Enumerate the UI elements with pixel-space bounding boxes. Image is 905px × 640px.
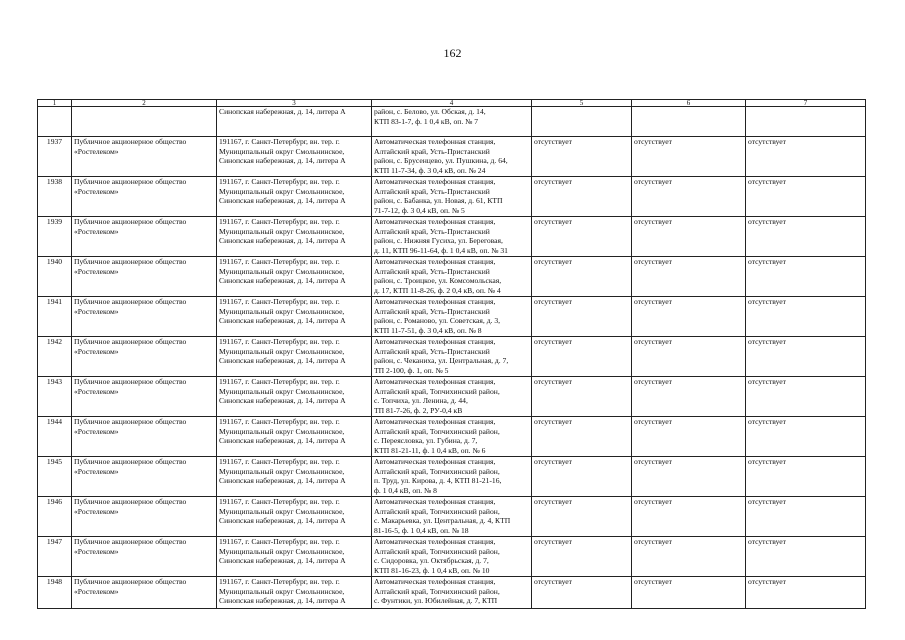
column-header: 4: [372, 100, 532, 107]
col5-value: отсутствует: [532, 257, 632, 297]
object-location-line: Алтайский край, Усть-Пристанский: [374, 266, 490, 276]
object-location-line: Алтайский край, Усть-Пристанский: [374, 346, 490, 356]
owner-address-line: 191167, г. Санкт-Петербург, вн. тер. г.: [219, 457, 340, 466]
col6-value: [632, 107, 746, 137]
col5-value: отсутствует: [532, 417, 632, 457]
col6-value: отсутствует: [632, 177, 746, 217]
object-location-line: д. 17, КТП 11-8-26, ф. 2 0,4 кВ, оп. № 4: [374, 285, 501, 295]
owner-name: [72, 257, 217, 297]
owner-address-line: Муниципальный округ Смольнинское,: [219, 466, 345, 476]
object-location-line: с. Топчиха, ул. Ленина, д. 44,: [374, 396, 468, 406]
owner-address-line: Синопская набережная, д. 14, литера А: [219, 236, 346, 246]
owner-address: [217, 537, 372, 577]
col5-value: отсутствует: [532, 497, 632, 537]
owner-address: [217, 297, 372, 337]
owner-name-line: «Ростелеком»: [74, 586, 119, 596]
owner-address-line: 191167, г. Санкт-Петербург, вн. тер. г.: [219, 417, 340, 426]
object-location: [372, 177, 532, 217]
object-location-line: Алтайский край, Топчихинский район,: [374, 546, 500, 556]
object-location: [372, 137, 532, 177]
object-location-line: Автоматическая телефонная станция,: [374, 137, 496, 146]
owner-name-line: Публичное акционерное общество: [74, 377, 187, 386]
owner-name-line: «Ростелеком»: [74, 546, 119, 556]
column-header: 1: [38, 100, 72, 107]
object-location-line: Алтайский край, Топчихинский район,: [374, 466, 500, 476]
owner-address-line: Муниципальный округ Смольнинское,: [219, 586, 345, 596]
owner-name: [72, 107, 217, 137]
object-location: [372, 497, 532, 537]
row-number: 1945: [38, 457, 72, 497]
owner-address: [217, 377, 372, 417]
col7-value: отсутствует: [746, 457, 866, 497]
object-location-line: Алтайский край, Усть-Пристанский: [374, 186, 490, 196]
col6-value: отсутствует: [632, 457, 746, 497]
owner-name-line: «Ростелеком»: [74, 186, 119, 196]
col7-value: отсутствует: [746, 377, 866, 417]
owner-address-line: 191167, г. Санкт-Петербург, вн. тер. г.: [219, 137, 340, 146]
object-location-line: Алтайский край, Топчихинский район,: [374, 586, 500, 596]
col6-value: отсутствует: [632, 217, 746, 257]
col5-value: [532, 107, 632, 137]
owner-name-line: «Ростелеком»: [74, 146, 119, 156]
owner-address-line: Синопская набережная, д. 14, литера А: [219, 396, 346, 406]
object-location-line: Алтайский край, Усть-Пристанский: [374, 226, 490, 236]
owner-name-line: Публичное акционерное общество: [74, 177, 187, 186]
table-row: [38, 577, 866, 609]
object-location-line: ТП 2-100, ф. 1, оп. № 5: [374, 365, 449, 375]
owner-name-line: Публичное акционерное общество: [74, 457, 187, 466]
object-location: [372, 577, 532, 609]
owner-name: [72, 217, 217, 257]
owner-name-line: Публичное акционерное общество: [74, 217, 187, 226]
continuation-row: [38, 107, 866, 137]
row-number: 1942: [38, 337, 72, 377]
row-number: 1941: [38, 297, 72, 337]
object-location-line: КТП 81-16-23, ф. 1 0,4 кВ, оп. № 10: [374, 565, 490, 575]
owner-name: [72, 177, 217, 217]
object-location-line: ТП 81-7-26, ф. 2, РУ-0,4 кВ: [374, 405, 463, 415]
table-row: [38, 337, 866, 377]
object-location-line: Алтайский край, Топчихинский район,: [374, 386, 500, 396]
object-location-line: Алтайский край, Топчихинский район,: [374, 506, 500, 516]
col6-value: отсутствует: [632, 577, 746, 609]
object-location-line: район, с. Троицкое, ул. Комсомольская,: [374, 276, 502, 286]
object-location-line: район, с. Нижняя Гусиха, ул. Береговая,: [374, 236, 503, 246]
owner-address: [217, 257, 372, 297]
owner-address-line: Муниципальный округ Смольнинское,: [219, 346, 345, 356]
owner-name-line: Публичное акционерное общество: [74, 417, 187, 426]
table-row: [38, 137, 866, 177]
object-location: [372, 537, 532, 577]
col7-value: отсутствует: [746, 497, 866, 537]
object-location-line: Автоматическая телефонная станция,: [374, 497, 496, 506]
col6-value: отсутствует: [632, 137, 746, 177]
col5-value: отсутствует: [532, 177, 632, 217]
owner-address-line: Муниципальный округ Смольнинское,: [219, 506, 345, 516]
col5-value: отсутствует: [532, 137, 632, 177]
object-location-line: Автоматическая телефонная станция,: [374, 217, 496, 226]
owner-name-line: Публичное акционерное общество: [74, 537, 187, 546]
object-location-line: Автоматическая телефонная станция,: [374, 257, 496, 266]
col7-value: отсутствует: [746, 417, 866, 457]
table-row: [38, 417, 866, 457]
object-location-line: с. Сидоровка, ул. Октябрьская, д. 7,: [374, 556, 489, 566]
owner-address-line: Синопская набережная, д. 14, литера А: [219, 156, 346, 166]
table-row: [38, 257, 866, 297]
col6-value: отсутствует: [632, 377, 746, 417]
object-location-line: Автоматическая телефонная станция,: [374, 417, 496, 426]
owner-address-line: Синопская набережная, д. 14, литера А: [219, 356, 346, 366]
object-location-line: Автоматическая телефонная станция,: [374, 537, 496, 546]
owner-name: [72, 297, 217, 337]
owner-address-line: Муниципальный округ Смольнинское,: [219, 426, 345, 436]
row-number: 1944: [38, 417, 72, 457]
table-row: [38, 297, 866, 337]
object-location-line: д. 11, КТП 96-11-64, ф. 1 0,4 кВ, оп. № 31: [374, 245, 508, 255]
object-location-line: Алтайский край, Усть-Пристанский: [374, 146, 490, 156]
col6-value: отсутствует: [632, 297, 746, 337]
object-location-line: с. Фунтики, ул. Юбилейная, д. 7, КТП: [374, 596, 498, 606]
owner-address: [217, 497, 372, 537]
col7-value: отсутствует: [746, 537, 866, 577]
table-row: [38, 457, 866, 497]
owner-name: [72, 577, 217, 609]
owner-name-line: Публичное акционерное общество: [74, 497, 187, 506]
owner-name-line: Публичное акционерное общество: [74, 577, 187, 586]
object-location-line: район, с. Брусенцево, ул. Пушкина, д. 64,: [374, 156, 508, 166]
owner-address-line: 191167, г. Санкт-Петербург, вн. тер. г.: [219, 337, 340, 346]
object-location: [372, 377, 532, 417]
owner-address-line: 191167, г. Санкт-Петербург, вн. тер. г.: [219, 257, 340, 266]
object-location: [372, 257, 532, 297]
table-body: [38, 107, 866, 609]
object-location-line: район, с. Бабанка, ул. Новая, д. 61, КТП: [374, 196, 503, 206]
owner-name: [72, 337, 217, 377]
object-location: [372, 297, 532, 337]
object-location-line: с. Переясловка, ул. Губина, д. 7,: [374, 436, 478, 446]
row-number: 1943: [38, 377, 72, 417]
object-location-line: район, с. Белово, ул. Обская, д. 14,: [374, 107, 486, 116]
owner-address: [217, 107, 372, 137]
row-number: 1948: [38, 577, 72, 609]
owner-address: [217, 337, 372, 377]
owner-name: [72, 377, 217, 417]
owner-name: [72, 537, 217, 577]
owner-name-line: Публичное акционерное общество: [74, 257, 187, 266]
col5-value: отсутствует: [532, 217, 632, 257]
object-location-line: Автоматическая телефонная станция,: [374, 577, 496, 586]
table-row: [38, 497, 866, 537]
object-location: [372, 107, 532, 137]
owner-address-line: 191167, г. Санкт-Петербург, вн. тер. г.: [219, 497, 340, 506]
col5-value: отсутствует: [532, 337, 632, 377]
col5-value: отсутствует: [532, 377, 632, 417]
owner-address-line: 191167, г. Санкт-Петербург, вн. тер. г.: [219, 577, 340, 586]
owner-name-line: «Ростелеком»: [74, 506, 119, 516]
object-location-line: с. Макарьевка, ул. Центральная, д. 4, КТП: [374, 516, 511, 526]
col7-value: [746, 107, 866, 137]
object-location-line: район, с. Чеканиха, ул. Центральная, д. 7,: [374, 356, 509, 366]
object-location-line: Алтайский край, Усть-Пристанский: [374, 306, 490, 316]
owner-address-line: 191167, г. Санкт-Петербург, вн. тер. г.: [219, 537, 340, 546]
col5-value: отсутствует: [532, 537, 632, 577]
owner-address-line: Синопская набережная, д. 14, литера А: [219, 556, 346, 566]
object-location-line: 71-7-12, ф. 3 0,4 кВ, оп. № 5: [374, 205, 465, 215]
owner-address: [217, 177, 372, 217]
col7-value: отсутствует: [746, 137, 866, 177]
owner-address-line: 191167, г. Санкт-Петербург, вн. тер. г.: [219, 377, 340, 386]
owner-address-line: 191167, г. Санкт-Петербург, вн. тер. г.: [219, 297, 340, 306]
owner-address: [217, 457, 372, 497]
owner-address-line: Муниципальный округ Смольнинское,: [219, 226, 345, 236]
registry-table: [37, 99, 866, 609]
col6-value: отсутствует: [632, 417, 746, 457]
owner-address-line: Синопская набережная, д. 14, литера А: [219, 276, 346, 286]
row-number: 1940: [38, 257, 72, 297]
owner-name-line: «Ростелеком»: [74, 226, 119, 236]
owner-address-line: 191167, г. Санкт-Петербург, вн. тер. г.: [219, 217, 340, 226]
page-number: 162: [443, 46, 462, 60]
owner-name: [72, 417, 217, 457]
col6-value: отсутствует: [632, 257, 746, 297]
owner-name-line: «Ростелеком»: [74, 266, 119, 276]
owner-address: [217, 137, 372, 177]
column-header: 6: [632, 100, 746, 107]
object-location: [372, 417, 532, 457]
row-number: [38, 107, 72, 137]
row-number: 1939: [38, 217, 72, 257]
column-header-row: [38, 100, 866, 107]
owner-address-line: Муниципальный округ Смольнинское,: [219, 546, 345, 556]
owner-name-line: «Ростелеком»: [74, 386, 119, 396]
col5-value: отсутствует: [532, 297, 632, 337]
object-location-line: КТП 81-21-11, ф. 1 0,4 кВ, оп. № 6: [374, 445, 486, 455]
table-row: [38, 377, 866, 417]
col7-value: отсутствует: [746, 577, 866, 609]
object-location-line: район, с. Романово, ул. Советская, д. 3,: [374, 316, 501, 326]
owner-name: [72, 497, 217, 537]
owner-address-line: Муниципальный округ Смольнинское,: [219, 386, 345, 396]
row-number: 1947: [38, 537, 72, 577]
col6-value: отсутствует: [632, 337, 746, 377]
owner-name-line: «Ростелеком»: [74, 426, 119, 436]
col7-value: отсутствует: [746, 217, 866, 257]
object-location: [372, 337, 532, 377]
owner-address-line: Синопская набережная, д. 14, литера А: [219, 107, 346, 116]
owner-name-line: Публичное акционерное общество: [74, 137, 187, 146]
owner-name-line: «Ростелеком»: [74, 306, 119, 316]
object-location-line: Автоматическая телефонная станция,: [374, 337, 496, 346]
table-row: [38, 177, 866, 217]
object-location-line: Автоматическая телефонная станция,: [374, 457, 496, 466]
column-header: 7: [746, 100, 866, 107]
object-location-line: Автоматическая телефонная станция,: [374, 177, 496, 186]
object-location: [372, 457, 532, 497]
owner-address-line: Муниципальный округ Смольнинское,: [219, 306, 345, 316]
object-location-line: Алтайский край, Топчихинский район,: [374, 426, 500, 436]
col7-value: отсутствует: [746, 337, 866, 377]
owner-address-line: 191167, г. Санкт-Петербург, вн. тер. г.: [219, 177, 340, 186]
object-location-line: КТП 83-1-7, ф. 1 0,4 кВ, оп. № 7: [374, 116, 479, 126]
col7-value: отсутствует: [746, 257, 866, 297]
col6-value: отсутствует: [632, 497, 746, 537]
column-header: 2: [72, 100, 217, 107]
row-number: 1946: [38, 497, 72, 537]
object-location-line: ф. 1 0,4 кВ, оп. № 8: [374, 485, 437, 495]
owner-address-line: Синопская набережная, д. 14, литера А: [219, 316, 346, 326]
owner-name: [72, 137, 217, 177]
col5-value: отсутствует: [532, 577, 632, 609]
col7-value: отсутствует: [746, 177, 866, 217]
column-header: 5: [532, 100, 632, 107]
row-number: 1937: [38, 137, 72, 177]
owner-address: [217, 417, 372, 457]
owner-name-line: Публичное акционерное общество: [74, 337, 187, 346]
column-header: 3: [217, 100, 372, 107]
table-row: [38, 537, 866, 577]
owner-address: [217, 217, 372, 257]
object-location-line: 81-16-5, ф. 1 0,4 кВ, оп. № 18: [374, 525, 469, 535]
owner-address-line: Синопская набережная, д. 14, литера А: [219, 436, 346, 446]
object-location: [372, 217, 532, 257]
col6-value: отсутствует: [632, 537, 746, 577]
owner-address-line: Синопская набережная, д. 14, литера А: [219, 196, 346, 206]
owner-address: [217, 577, 372, 609]
object-location-line: КТП 11-7-34, ф. 3 0,4 кВ, оп. № 24: [374, 165, 486, 175]
owner-address-line: Муниципальный округ Смольнинское,: [219, 186, 345, 196]
owner-address-line: Муниципальный округ Смольнинское,: [219, 266, 345, 276]
object-location-line: Автоматическая телефонная станция,: [374, 297, 496, 306]
object-location-line: КТП 11-7-51, ф. 3 0,4 кВ, оп. № 8: [374, 325, 482, 335]
owner-address-line: Синопская набережная, д. 14, литера А: [219, 596, 346, 606]
col7-value: отсутствует: [746, 297, 866, 337]
owner-name-line: «Ростелеком»: [74, 466, 119, 476]
row-number: 1938: [38, 177, 72, 217]
owner-address-line: Синопская набережная, д. 14, литера А: [219, 516, 346, 526]
object-location-line: Автоматическая телефонная станция,: [374, 377, 496, 386]
table-row: [38, 217, 866, 257]
owner-address-line: Муниципальный округ Смольнинское,: [219, 146, 345, 156]
col5-value: отсутствует: [532, 457, 632, 497]
object-location-line: п. Труд, ул. Кирова, д. 4, КТП 81-21-16,: [374, 476, 502, 486]
owner-name: [72, 457, 217, 497]
owner-address-line: Синопская набережная, д. 14, литера А: [219, 476, 346, 486]
owner-name-line: «Ростелеком»: [74, 346, 119, 356]
owner-name-line: Публичное акционерное общество: [74, 297, 187, 306]
